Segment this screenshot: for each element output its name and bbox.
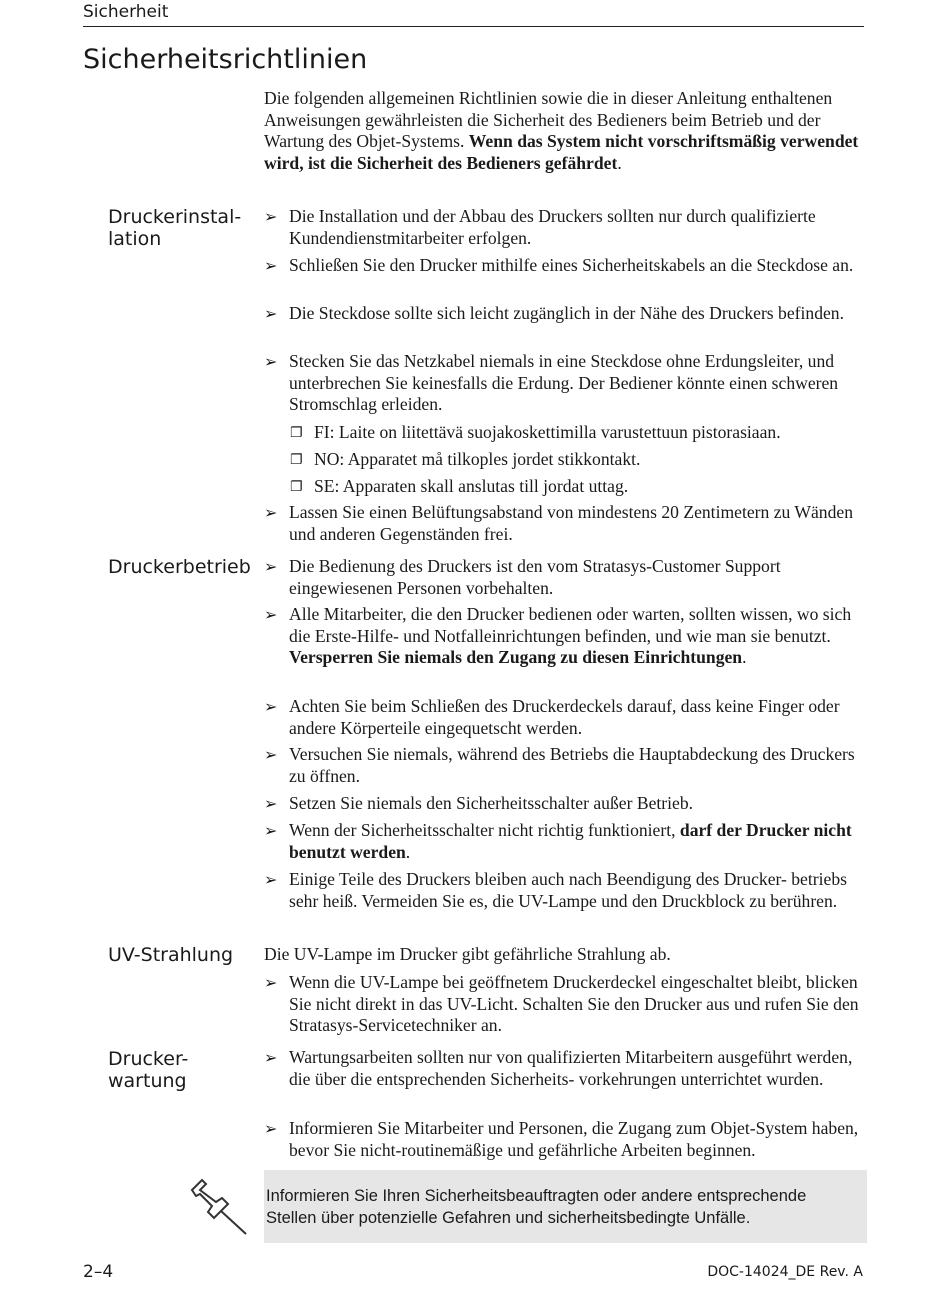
bullet-arrow-icon: ➢ (264, 207, 278, 226)
sub-list-item: ❐ NO: Apparatet må tilkoples jordet stikkontakt. (290, 449, 870, 471)
bullet-arrow-icon: ➢ (264, 821, 278, 840)
list-item: ➢ Wartungsarbeiten sollten nur von qualifizierten Mitarbeitern ausgeführt werden, die über die entsprechenden Sicherheits- vorkehrungen unterrichtet wurden. (264, 1047, 853, 1089)
list-item: ➢ Wenn die UV-Lampe bei geöffnetem Druckerdeckel eingeschaltet bleibt, blicken Sie nicht direkt in das UV-Licht. Schalten Sie den Drucker aus und rufen Sie den Stratasys-Servicetechniker an. (264, 972, 859, 1036)
bullet-arrow-icon: ➢ (264, 1048, 278, 1067)
list-item: ➢ Lassen Sie einen Belüftungsabstand von mindestens 20 Zentimetern zu Wänden und anderen Gegenständen frei. (264, 502, 854, 544)
heading-uv: UV-Strahlung (108, 944, 234, 966)
document-id: DOC-14024_DE Rev. A (707, 1264, 863, 1280)
note-box (264, 1170, 867, 1243)
list-item: ➢ Einige Teile des Druckers bleiben auch nach Beendigung des Drucker- betriebs sehr heiß. Vermeiden Sie es, die UV-Lampe und den Druckblock zu berühren. (264, 869, 847, 911)
bullet-arrow-icon: ➢ (264, 256, 278, 275)
uv-intro: Die UV-Lampe im Drucker gibt gefährliche Strahlung ab. (264, 944, 671, 964)
bullet-arrow-icon: ➢ (264, 352, 278, 371)
heading-maintenance: Drucker- wartung (108, 1048, 189, 1092)
header-section: Sicherheit (83, 2, 169, 22)
list-item: ➢ Alle Mitarbeiter, die den Drucker bedienen oder warten, sollten wissen, wo sich die Erste-Hilfe- und Notfalleinrichtungen befinden, und wie man sie benutzt. Versperren Sie niemals den Zugang zu diesen Einrichtungen. (264, 604, 852, 668)
list-item: ➢ Schließen Sie den Drucker mithilfe eines Sicherheitskabels an die Steckdose an. (264, 255, 854, 275)
sub-list-item: ❐ FI: Laite on liitettävä suojakoskettimilla varustettuun pistorasiaan. (290, 422, 870, 444)
running-header (83, 2, 864, 27)
list-item: ➢ Stecken Sie das Netzkabel niemals in eine Steckdose ohne Erdungsleiter, und unterbrechen Sie keinesfalls die Erdung. Der Bediener könnte einen schweren Stromschlag erleiden. (264, 351, 839, 415)
bullet-arrow-icon: ➢ (264, 697, 278, 716)
list-item: ➢ Die Steckdose sollte sich leicht zugänglich in der Nähe des Druckers befinden. (264, 303, 845, 323)
intro-paragraph: Die folgenden allgemeinen Richtlinien sowie die in dieser Anleitung enthaltenen Anweisungen gewährleisten die Sicherheit des Bedieners beim Betrieb und der Wartung des Objet-Systems. Wenn das System nicht vorschriftsmäßig verwendet wird, ist die Sicherheit des Bedieners gefährdet. (264, 88, 859, 173)
bullet-arrow-icon: ➢ (264, 794, 278, 813)
bullet-arrow-icon: ➢ (264, 605, 278, 624)
note-text: Informieren Sie Ihren Sicherheitsbeauftragten oder andere entsprechende Stellen über potenzielle Gefahren und sicherheitsbedingte Unfälle. (266, 1187, 807, 1227)
list-item: ➢ Informieren Sie Mitarbeiter und Personen, die Zugang zum Objet-System haben, bevor Sie nicht-routinemäßige und gefährliche Arbeiten beginnen. (264, 1118, 859, 1160)
heading-installation: Druckerinstal- lation (108, 206, 242, 250)
list-item: ➢ Wenn der Sicherheitsschalter nicht richtig funktioniert, darf der Drucker nicht benutzt werden. (264, 820, 852, 862)
bullet-arrow-icon: ➢ (264, 557, 278, 576)
bullet-arrow-icon: ➢ (264, 1119, 278, 1138)
bullet-arrow-icon: ➢ (264, 503, 278, 522)
sub-list-item: ❐ SE: Apparaten skall anslutas till jordat uttag. (290, 476, 870, 498)
list-item: ➢ Die Installation und der Abbau des Druckers sollten nur durch qualifizierte Kundendienstmitarbeiter erfolgen. (264, 206, 816, 248)
bullet-arrow-icon: ➢ (264, 973, 278, 992)
page-title: Sicherheitsrichtlinien (83, 44, 368, 75)
checkbox-icon: ❐ (290, 452, 303, 468)
list-item: ➢ Versuchen Sie niemals, während des Betriebs die Hauptabdeckung des Druckers zu öffnen. (264, 744, 855, 786)
bullet-arrow-icon: ➢ (264, 304, 278, 323)
bullet-arrow-icon: ➢ (264, 870, 278, 889)
checkbox-icon: ❐ (290, 425, 303, 441)
heading-operation: Druckerbetrieb (108, 556, 251, 578)
bullet-arrow-icon: ➢ (264, 745, 278, 764)
list-item: ➢ Die Bedienung des Druckers ist den vom Stratasys-Customer Support eingewiesenen Personen vorbehalten. (264, 556, 781, 598)
page-number: 2–4 (83, 1262, 114, 1282)
pushpin-icon (188, 1176, 250, 1243)
checkbox-icon: ❐ (290, 479, 303, 495)
list-item: ➢ Setzen Sie niemals den Sicherheitsschalter außer Betrieb. (264, 793, 694, 813)
list-item: ➢ Achten Sie beim Schließen des Druckerdeckels darauf, dass keine Finger oder andere Körperteile eingequetscht werden. (264, 696, 840, 738)
